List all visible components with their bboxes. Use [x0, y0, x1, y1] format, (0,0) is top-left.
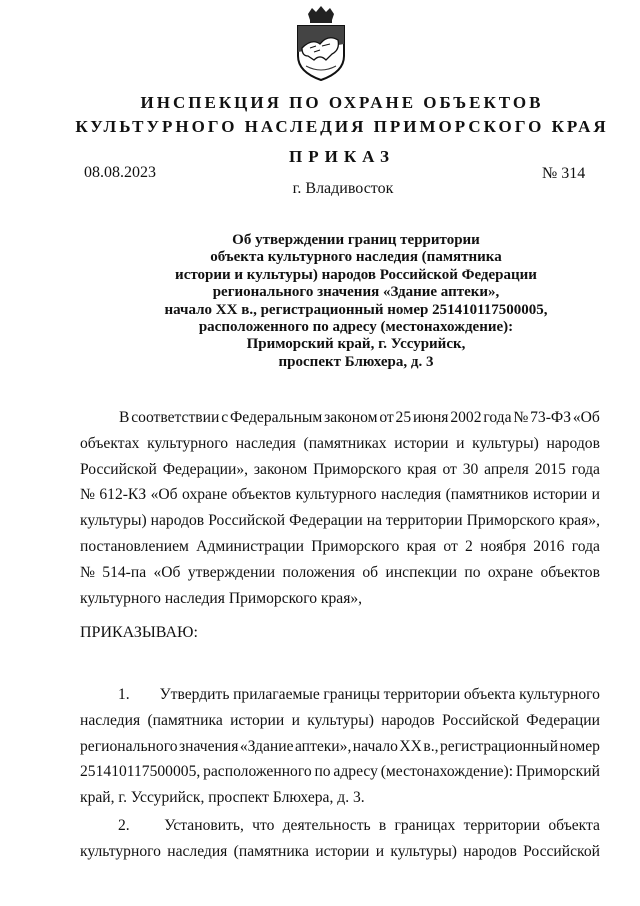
- word: аптеки»,: [294, 737, 352, 755]
- word: 2016: [533, 537, 565, 555]
- document-type: ПРИКАЗ: [289, 147, 395, 166]
- word: культуры): [472, 434, 539, 452]
- word: прилагаемые: [233, 686, 320, 703]
- word: соответствии: [131, 409, 220, 426]
- document-number: № 314: [542, 165, 586, 182]
- word: XX: [399, 737, 422, 755]
- word: в: [378, 817, 387, 834]
- word: и: [291, 711, 300, 729]
- word: территории: [386, 512, 463, 530]
- preamble-paragraph: [80, 405, 600, 611]
- word: 25: [395, 409, 412, 426]
- title-line: расположенного по адресу (местонахождение):: [198, 319, 514, 336]
- word: территории: [463, 817, 541, 834]
- word: №: [80, 563, 95, 581]
- word: объекта: [463, 686, 516, 703]
- organization-name-line1: ИНСПЕКЦИЯ ПО ОХРАНЕ ОБЪЕКТОВ: [140, 93, 544, 112]
- word: июня: [412, 409, 449, 426]
- title-line: Об утверждении границ территории: [232, 232, 480, 248]
- word: границы: [323, 686, 381, 703]
- word: регионального: [80, 737, 178, 755]
- word: объектах: [80, 434, 140, 452]
- word: об: [362, 563, 379, 581]
- word: от: [443, 537, 458, 555]
- word: 251410117500005,: [80, 763, 201, 781]
- word: и: [591, 486, 600, 504]
- word: культурного: [147, 434, 229, 452]
- word: наследия: [80, 711, 141, 729]
- word: края»,: [558, 512, 600, 530]
- word: на: [366, 512, 383, 530]
- word: «Об: [150, 486, 178, 504]
- document-city: г. Владивосток: [292, 180, 394, 197]
- word: и: [375, 842, 385, 860]
- word: культуры): [307, 711, 374, 729]
- word: 2: [465, 537, 473, 555]
- primorsky-coat-of-arms-icon: [286, 4, 356, 84]
- decree-word: ПРИКАЗЫВАЮ:: [80, 624, 198, 641]
- text-line: [80, 839, 600, 865]
- word: апреля: [484, 460, 529, 478]
- word: Администрации: [196, 537, 304, 555]
- item-number: 2.: [118, 817, 130, 834]
- word: края: [407, 460, 437, 478]
- title-line: объекта культурного наследия (памятника: [210, 249, 502, 266]
- text-line: [80, 813, 600, 839]
- word: что: [252, 817, 275, 834]
- document-date: 08.08.2023: [84, 164, 156, 181]
- word: по: [464, 563, 481, 581]
- word: наследия: [381, 486, 442, 504]
- word: 2002: [450, 409, 482, 426]
- word: 2015: [534, 460, 566, 478]
- word: Приморского: [466, 512, 555, 530]
- word: охране: [487, 563, 534, 581]
- document-title: [0, 232, 640, 371]
- word: 73-ФЗ: [530, 409, 572, 426]
- word: года: [571, 537, 600, 555]
- text-line: [80, 734, 600, 760]
- word: регистрационный: [439, 737, 559, 755]
- word: объектов: [231, 486, 292, 504]
- word: Приморского: [311, 537, 400, 555]
- word: истории: [394, 434, 449, 452]
- text-line: [80, 560, 600, 586]
- word: (памятников: [445, 486, 529, 504]
- word: края: [406, 537, 437, 555]
- word: значения: [178, 737, 239, 755]
- item-number: 1.: [118, 686, 130, 703]
- text-line: [80, 405, 600, 431]
- word: законом: [324, 409, 378, 426]
- word: истории: [533, 486, 588, 504]
- word: «Об: [153, 563, 181, 581]
- word: в.,: [423, 737, 439, 755]
- word: «Об: [572, 409, 600, 426]
- text-line: [80, 457, 600, 483]
- item-2-paragraph: [80, 813, 600, 865]
- word: положения: [282, 563, 355, 581]
- word: деятельность: [282, 817, 371, 834]
- word: с: [221, 409, 229, 426]
- word: наследия: [235, 434, 296, 452]
- text-line: [80, 586, 600, 612]
- word: охране: [182, 486, 228, 504]
- word: наследия: [167, 842, 228, 860]
- text-line: [80, 708, 600, 734]
- word: Приморского: [313, 460, 402, 478]
- word: народов: [546, 434, 600, 452]
- word: Федерации»,: [162, 460, 249, 478]
- word: культурного: [519, 686, 600, 703]
- word: №: [513, 409, 529, 426]
- text-line: [80, 482, 600, 508]
- word: года: [483, 409, 512, 426]
- word: и: [456, 434, 465, 452]
- word: расположенного: [203, 763, 312, 781]
- title-line: начало XX в., регистрационный номер 251410117500005,: [164, 301, 548, 318]
- organization-name-line2: КУЛЬТУРНОГО НАСЛЕДИЯ ПРИМОРСКОГО КРАЯ: [75, 117, 609, 136]
- word: «Здание: [239, 737, 294, 755]
- word: ноября: [480, 537, 527, 555]
- word: культурного наследия Приморского края»,: [80, 589, 363, 607]
- text-line: [80, 785, 600, 811]
- title-line: регионального значения «Здание аптеки»,: [212, 284, 500, 301]
- word: объектов: [540, 563, 600, 581]
- word: народов: [463, 842, 517, 860]
- word: номер: [559, 737, 600, 755]
- word: 514-па: [102, 563, 147, 581]
- word: по: [314, 763, 331, 781]
- word: границах: [394, 817, 456, 834]
- word: Утвердить: [159, 686, 230, 703]
- title-line: Приморский край, г. Уссурийск,: [246, 336, 466, 353]
- word: от: [442, 460, 457, 478]
- text-line: [80, 682, 600, 708]
- word: край, г. Уссурийск, проспект Блюхера, д. 3.: [80, 789, 365, 807]
- word: 30: [462, 460, 479, 478]
- word: адресу: [333, 763, 378, 781]
- word: (памятниках: [303, 434, 387, 452]
- word: Федеральным: [229, 409, 323, 426]
- word: законом: [253, 460, 308, 478]
- word: (памятника: [233, 842, 309, 860]
- word: утверждении: [187, 563, 276, 581]
- word: В: [119, 409, 130, 426]
- word: №: [80, 486, 95, 504]
- word: народов: [381, 711, 435, 729]
- word: (местонахождение):: [380, 763, 514, 781]
- word: культуры): [80, 512, 147, 530]
- text-line: [80, 431, 600, 457]
- word: народов: [150, 512, 205, 530]
- word: 612-КЗ: [99, 486, 147, 504]
- word: культурного: [80, 842, 161, 860]
- title-line: проспект Блюхера, д. 3: [278, 353, 434, 370]
- title-line: истории и культуры) народов Российской Федерации: [175, 266, 537, 283]
- word: Федерации: [526, 711, 600, 729]
- word: Приморский: [515, 763, 600, 781]
- word: культуры): [390, 842, 457, 860]
- text-line: [80, 759, 600, 785]
- word: истории: [315, 842, 370, 860]
- text-line: [80, 534, 600, 560]
- word: постановлением: [80, 537, 189, 555]
- word: объекта: [548, 817, 600, 834]
- word: истории: [230, 711, 285, 729]
- word: от: [379, 409, 394, 426]
- word: Установить,: [164, 817, 244, 834]
- word: Российской: [80, 460, 157, 478]
- word: Российской: [208, 512, 286, 530]
- word: Российской: [442, 711, 519, 729]
- word: (памятника: [147, 711, 223, 729]
- word: культурного: [295, 486, 377, 504]
- text-line: [80, 508, 600, 534]
- word: года: [571, 460, 600, 478]
- word: Федерации: [289, 512, 363, 530]
- word: начало: [352, 737, 398, 755]
- word: территории: [383, 686, 461, 703]
- item-1-paragraph: [80, 682, 600, 811]
- word: инспекции: [385, 563, 457, 581]
- word: Российской: [523, 842, 600, 860]
